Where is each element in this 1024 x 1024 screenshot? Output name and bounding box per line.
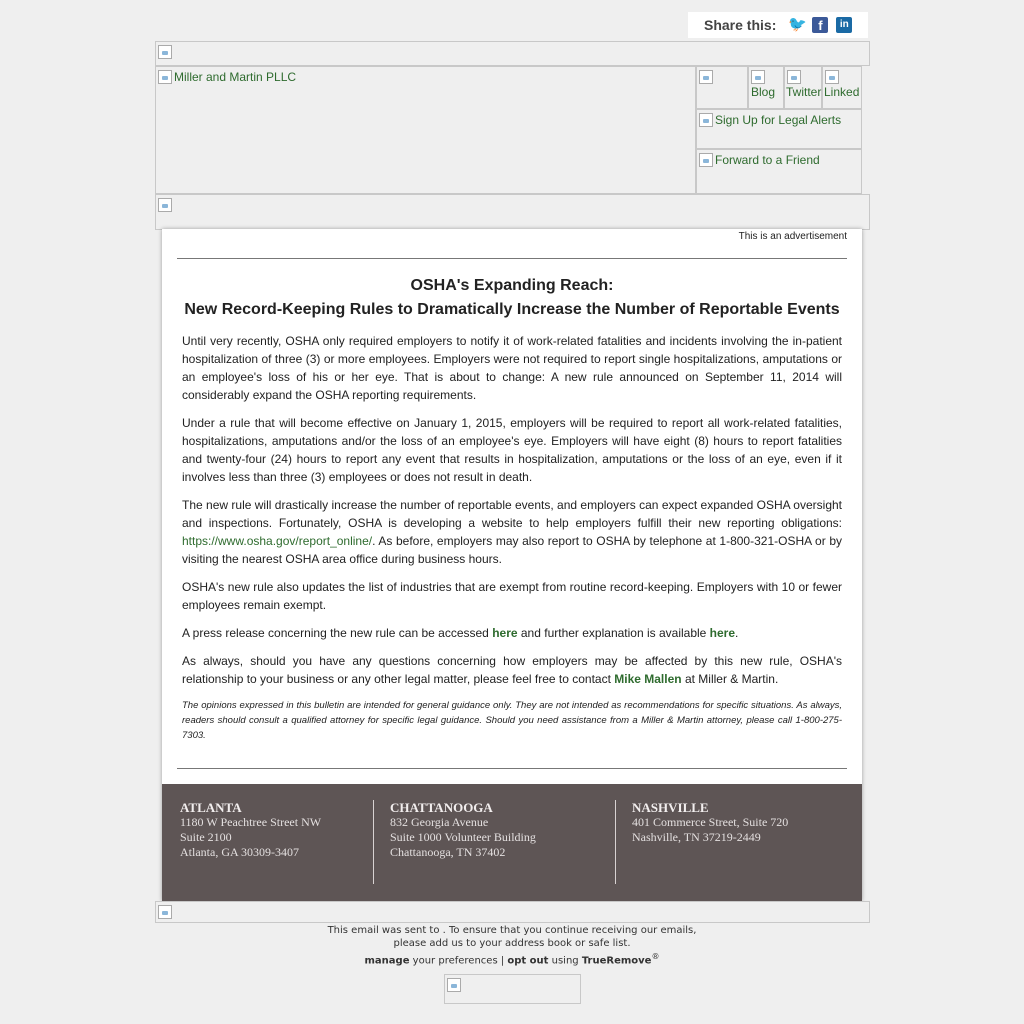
footer-logo-image [444, 974, 581, 1004]
paragraph-5: A press release concerning the new rule can be accessed here and further explanation is available here. [182, 626, 739, 640]
article-title-line2: New Record-Keeping Rules to Dramatically Increase the Number of Reportable Events [184, 301, 840, 318]
linkedin-link[interactable] [822, 66, 862, 109]
logo-alt-text: Miller and Martin PLLC [174, 70, 297, 84]
banner-image [155, 194, 870, 230]
paragraph-6: As always, should you have any questions concerning how employers may be affected by this new rule, OSHA's relationship to your business or any other legal matter, please feel free to contact Mike Mallen at Miller & Martin. [182, 654, 842, 686]
paragraph-1: Until very recently, OSHA only required employers to notify it of work-related fatalities and incidents involving the in-patient hospitalization of three (3) or more employees. Employers were not required to report single hospitalizations, amputations or an employee's loss of his or her eye. That is about to change: A new rule announced on September 11, 2014 will considerably expand the OSHA reporting requirements. [182, 334, 842, 402]
footer-notice [0, 924, 1024, 967]
linkedin-icon[interactable]: in [836, 17, 852, 33]
paragraph-3: The new rule will drastically increase the number of reportable events, and employers can expect expanded OSHA oversight and inspections. Fortunately, OSHA is developing a website to help employers fulfill their new reporting obligations: https://www.osha.gov/report_online/. As before, employers may also report to OSHA by telephone at 1-800-321-OSHA or by visiting the nearest OSHA area office during business hours. [182, 498, 842, 566]
manage-preferences-link[interactable]: manage [364, 955, 410, 967]
share-label: Share this: [704, 17, 777, 33]
facebook-icon[interactable]: f [812, 17, 828, 33]
signup-legal-alerts-label: Sign Up for Legal Alerts [715, 113, 842, 127]
article-title-line1: OSHA's Expanding Reach: [410, 277, 614, 294]
office-address-line: Suite 1000 Volunteer Building [390, 830, 536, 844]
footer-spacer-image [155, 901, 870, 923]
divider-top [177, 258, 847, 259]
forward-to-friend-label: Forward to a Friend [715, 153, 820, 167]
logo-image[interactable] [155, 66, 696, 194]
forward-to-friend-link[interactable] [696, 149, 862, 194]
divider-bottom [177, 768, 847, 769]
office-city: NASHVILLE [632, 800, 709, 815]
share-bar [688, 12, 868, 38]
disclaimer: The opinions expressed in this bulletin are intended for general guidance only. They are not intended as recommendations for specific situations. As always, readers should consult a qualified attorney for specific legal guidance. Should you need assistance from a Miller & Martin attorney, please call 1-800-275-7303. [182, 700, 842, 741]
office-address-line: 1180 W Peachtree Street NW [180, 815, 322, 829]
twitter-link[interactable] [784, 66, 822, 109]
advertisement-note: This is an advertisement [738, 231, 847, 242]
twitter-link-label: Twitter [786, 85, 822, 99]
twitter-icon[interactable]: 🐦 [788, 16, 808, 33]
further-explanation-link[interactable]: here [709, 626, 736, 640]
header-social-spacer [696, 66, 748, 109]
press-release-link[interactable]: here [492, 626, 518, 640]
office-divider [373, 800, 374, 884]
opt-out-link[interactable]: opt out [507, 955, 549, 967]
office-address-line: 401 Commerce Street, Suite 720 [632, 815, 789, 829]
osha-report-online-link[interactable]: https://www.osha.gov/report_online/ [182, 534, 373, 548]
content-panel [162, 229, 862, 901]
office-address-line: 832 Georgia Avenue [390, 815, 489, 829]
office-city: CHATTANOOGA [390, 800, 493, 815]
trueremove-link[interactable]: TrueRemove [581, 955, 652, 967]
linkedin-link-label: Linked [824, 85, 860, 99]
office-address-line: Chattanooga, TN 37402 [390, 845, 506, 859]
blog-link-label: Blog [751, 85, 776, 99]
office-city: ATLANTA [180, 800, 242, 815]
paragraph-2: Under a rule that will become effective on January 1, 2015, employers will be required to report all work-related fatalities, hospitalizations, amputations and/or the loss of an employee's eye. Employers will have eight (8) hours to report fatalities and twenty-four (24) hours to report any event that results in hospitalization, amputations or the loss of an eye, even if it involves less than three (3) employees or does not result in death. [182, 416, 842, 484]
office-address-line: Nashville, TN 37219-2449 [632, 830, 761, 844]
header-spacer-image [155, 41, 870, 66]
blog-link[interactable] [748, 66, 784, 109]
footer-line-2: please add us to your address book or safe list. [393, 938, 631, 949]
signup-legal-alerts-link[interactable] [696, 109, 862, 149]
office-nashville [632, 800, 788, 845]
office-address-line: Atlanta, GA 30309-3407 [180, 845, 299, 859]
footer-line-1: This email was sent to . To ensure that you continue receiving our emails, [327, 925, 697, 936]
office-locations [162, 784, 862, 901]
office-address-line: Suite 2100 [180, 830, 232, 844]
mike-mallen-link[interactable]: Mike Mallen [614, 672, 682, 686]
office-chattanooga [390, 800, 536, 860]
article-body [182, 332, 842, 743]
office-atlanta [180, 800, 321, 860]
paragraph-4: OSHA's new rule also updates the list of industries that are exempt from routine record-keeping. Employers with 10 or fewer employees remain exempt. [182, 580, 842, 612]
footer-line-3: manage your preferences | opt out using TrueRemove® [364, 952, 660, 967]
office-divider [615, 800, 616, 884]
